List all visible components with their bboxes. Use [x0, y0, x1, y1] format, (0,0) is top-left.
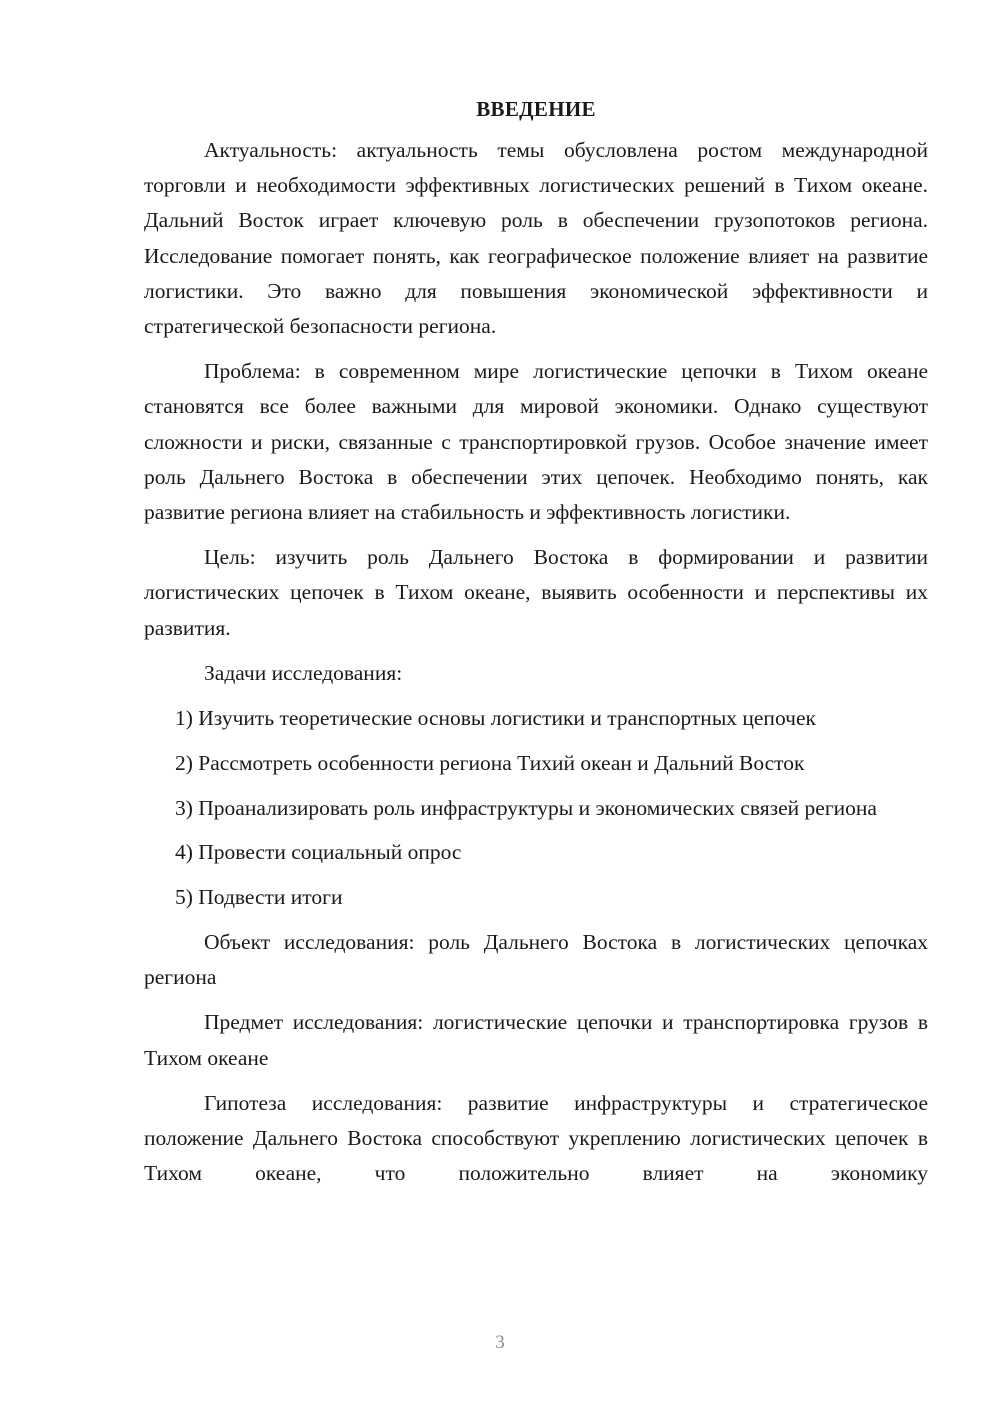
paragraph-goal: Цель: изучить роль Дальнего Востока в формировании и развитии логистических цепочек в Тихом океане, выявить особенности и перспективы их развития. — [144, 545, 928, 640]
task-item-5: 5) Подвести итоги — [175, 885, 343, 910]
paragraph-object: Объект исследования: роль Дальнего Востока в логистических цепочках региона — [144, 930, 928, 990]
paragraph-subject: Предмет исследования: логистические цепочки и транспортировка грузов в Тихом океане — [144, 1010, 928, 1070]
task-item-2: 2) Рассмотреть особенности региона Тихий океан и Дальний Восток — [175, 750, 805, 775]
paragraph-relevance: Актуальность: актуальность темы обусловлена ростом международной торговли и необходимости эффективных логистических решений в Тихом океане. Дальний Восток играет ключевую роль в обеспечении грузопотоков региона. Исследование помогает понять, как географическое положение влияет на развитие логистики. Это важно для повышения экономической эффективности и стратегической безопасности региона. — [144, 138, 928, 339]
tasks-heading: Задачи исследования: — [204, 660, 403, 685]
section-title: ВВЕДЕНИЕ — [476, 97, 596, 121]
page-content — [144, 95, 928, 1201]
paragraph-hypothesis: Гипотеза исследования: развитие инфраструктуры и стратегическое положение Дальнего Востока способствуют укреплению логистических цепочек в Тихом океане, что положительно влияет на экономику — [144, 1090, 928, 1186]
task-item-3: 3) Проанализировать роль инфраструктуры и экономических связей региона — [175, 795, 877, 820]
paragraph-problem: Проблема: в современном мире логистические цепочки в Тихом океане становятся все более важными для мировой экономики. Однако существуют сложности и риски, связанные с транспортировкой грузов. Особое значение имеет роль Дальнего Востока в обеспечении этих цепочек. Необходимо понять, как развитие региона влияет на стабильность и эффективность логистики. — [144, 359, 928, 525]
task-item-4: 4) Провести социальный опрос — [175, 840, 462, 865]
page-number: 3 — [495, 1332, 505, 1353]
task-item-1: 1) Изучить теоретические основы логистики и транспортных цепочек — [175, 706, 816, 731]
